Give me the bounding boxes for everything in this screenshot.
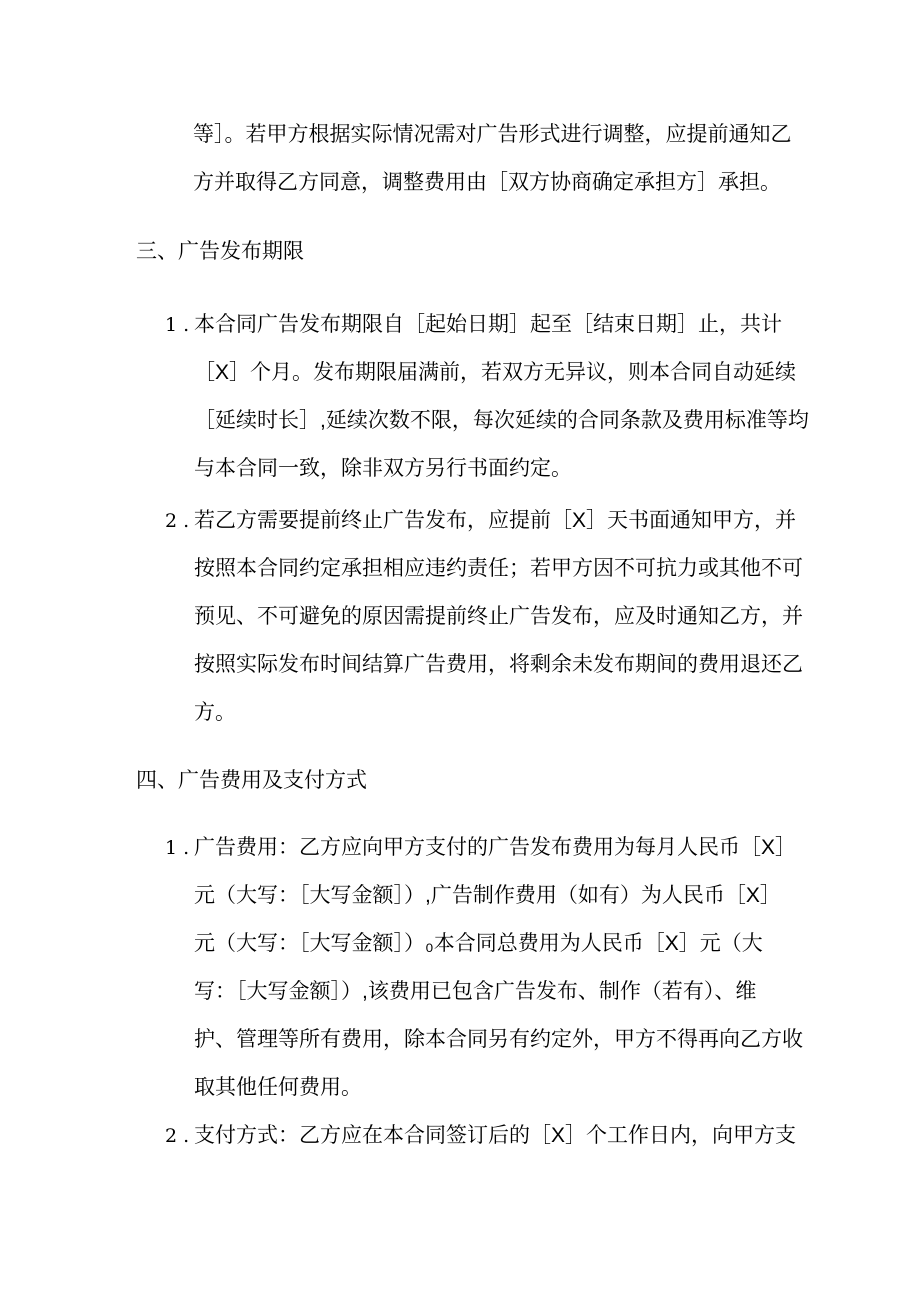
list-item [165, 497, 920, 737]
item-number: 2 . [165, 510, 190, 532]
paragraph-line: 写：［大写金额］）,该费用已包含广告发布、制作（若有）、维 [194, 980, 757, 1003]
list-item [165, 301, 920, 493]
paragraph-line: 支付方式：乙方应在本合同签订后的［X］个工作日内，向甲方支 [194, 1124, 797, 1147]
paragraph-line: 若乙方需要提前终止广告发布，应提前［X］天书面通知甲方，并 [194, 509, 797, 532]
item-number: 1 . [165, 837, 190, 859]
item-number: 1 . [165, 314, 190, 336]
paragraph-line: 护、管理等所有费用，除本合同另有约定外，甲方不得再向乙方收 [194, 1028, 803, 1051]
paragraph-line: 广告费用：乙方应向甲方支付的广告发布费用为每月人民币［X］ [194, 836, 797, 859]
paragraph-line: 等］。若甲方根据实际情况需对广告形式进行调整，应提前通知乙 [193, 123, 792, 146]
paragraph-line: 元（大写：［大写金额］）,广告制作费用（如有）为人民币［X］ [194, 884, 781, 907]
item-number: 2 . [165, 1125, 190, 1147]
paragraph-line: 按照实际发布时间结算广告费用，将剩余未发布期间的费用退还乙 [194, 653, 803, 676]
list-item [165, 1112, 920, 1160]
section-3-heading: 三、广告发布期限 [136, 240, 304, 263]
paragraph-line: ［延续时长］,延续次数不限，每次延续的合同条款及费用标准等均 [194, 409, 809, 432]
paragraph-line: 预见、不可避免的原因需提前终止广告发布，应及时通知乙方，并 [194, 605, 803, 628]
paragraph-line: 取其他任何费用。 [194, 1076, 362, 1099]
paragraph-line: 元（大写：［大写金额］）₀本合同总费用为人民币［X］元（大 [194, 932, 763, 955]
paragraph-line: 与本合同一致，除非双方另行书面约定。 [194, 457, 572, 480]
paragraph-line: 按照本合同约定承担相应违约责任；若甲方因不可抗力或其他不可 [194, 557, 803, 580]
section-4-heading: 四、广告费用及支付方式 [136, 769, 367, 792]
paragraph-line: 本合同广告发布期限自［起始日期］起至［结束日期］止，共计 [194, 313, 782, 336]
paragraph-continuation [193, 111, 920, 207]
paragraph-line: 方。 [194, 701, 236, 724]
paragraph-line: 方并取得乙方同意，调整费用由［双方协商确定承担方］承担。 [193, 171, 781, 194]
list-item [165, 824, 920, 1112]
paragraph-line: ［X］个月。发布期限届满前，若双方无异议，则本合同自动延续 [194, 361, 797, 384]
